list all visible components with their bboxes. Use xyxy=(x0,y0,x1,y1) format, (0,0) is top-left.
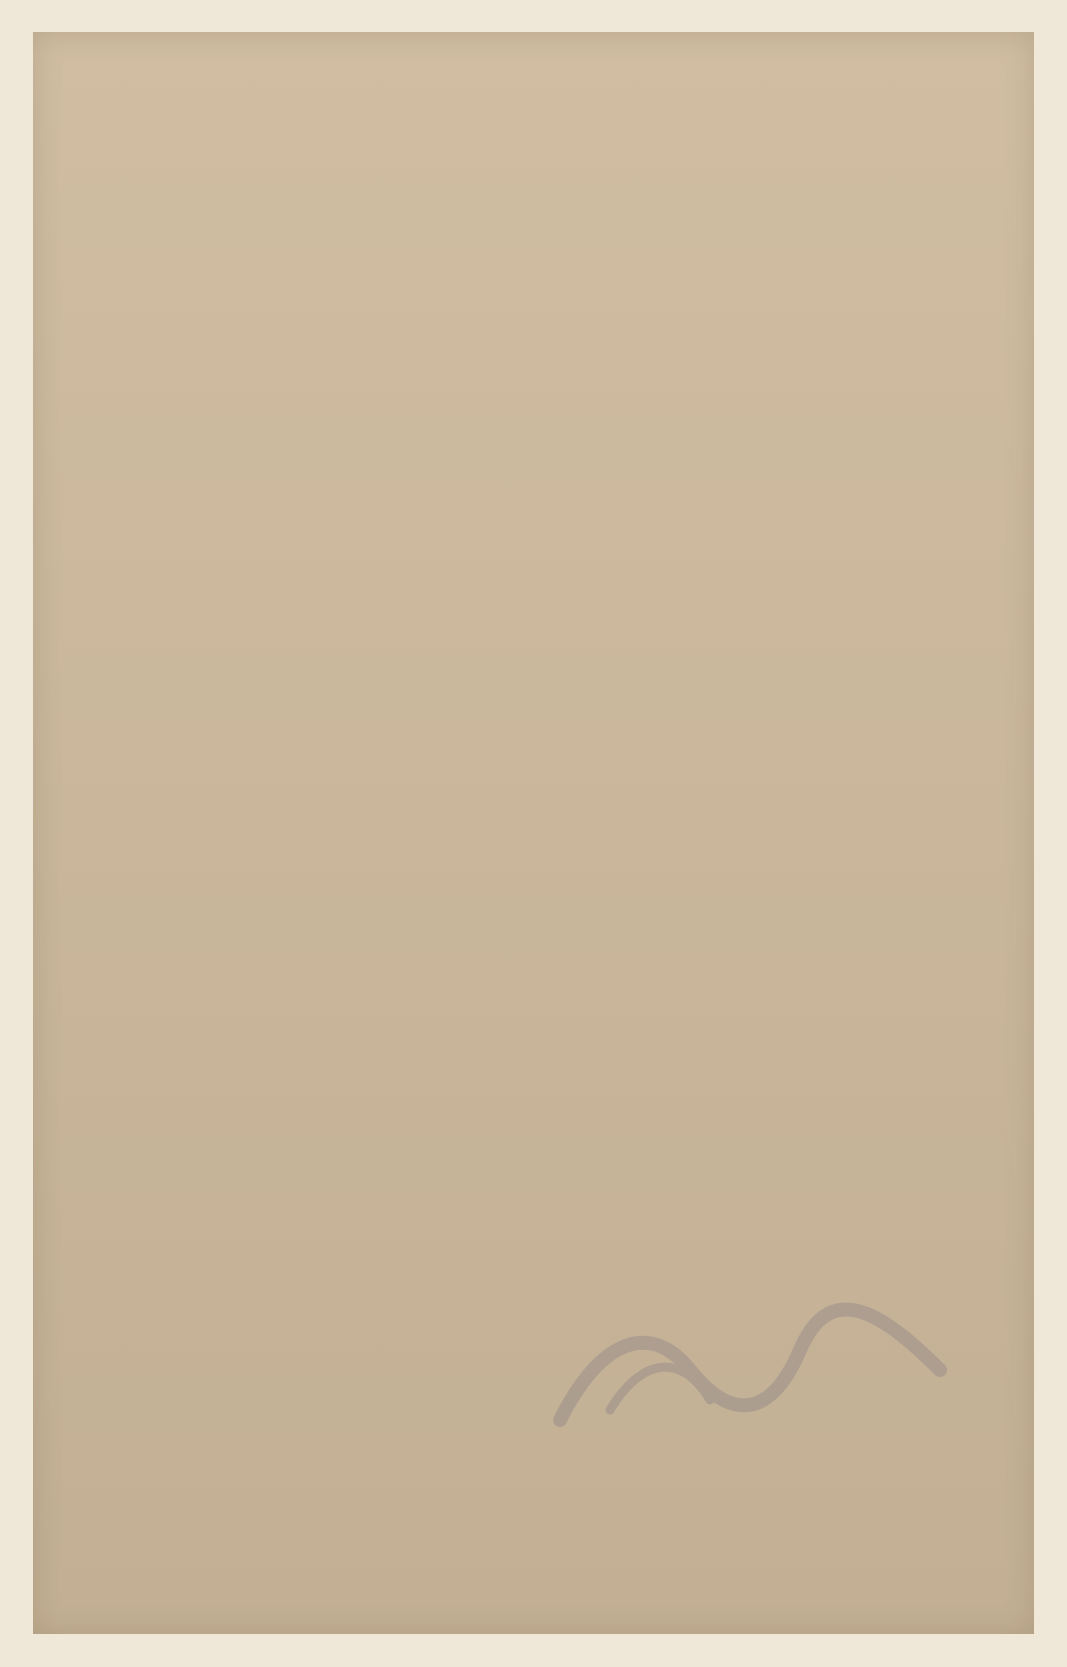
text-column xyxy=(108,170,131,825)
text-column xyxy=(687,170,710,825)
text-column xyxy=(549,170,572,825)
text-column xyxy=(466,888,489,1538)
text-column xyxy=(190,888,213,1538)
text-column xyxy=(770,170,793,825)
page-number xyxy=(46,1300,72,1360)
text-column xyxy=(246,170,269,825)
text-column xyxy=(246,888,269,1538)
text-column xyxy=(301,888,324,1538)
watermark-title xyxy=(455,1480,955,1540)
page-number-total xyxy=(46,1440,72,1520)
text-column xyxy=(301,170,324,825)
text-column xyxy=(190,170,213,825)
text-column xyxy=(798,170,821,825)
text-column xyxy=(880,888,903,1538)
text-column xyxy=(908,888,931,1538)
text-column xyxy=(853,888,876,1538)
text-column xyxy=(494,888,517,1538)
text-column xyxy=(522,170,545,825)
text-column xyxy=(328,888,351,1538)
text-column xyxy=(825,888,848,1538)
text-column xyxy=(494,170,517,825)
text-column xyxy=(660,170,683,825)
text-column xyxy=(853,170,876,825)
text-column xyxy=(163,888,186,1538)
text-column xyxy=(163,170,186,825)
text-column xyxy=(218,888,241,1538)
text-column xyxy=(715,888,738,1538)
watermark-subtitle xyxy=(660,1445,960,1475)
text-column xyxy=(632,888,655,1538)
text-column xyxy=(356,888,379,1538)
text-column xyxy=(218,170,241,825)
text-column xyxy=(770,888,793,1538)
text-column xyxy=(135,170,158,825)
text-column xyxy=(798,888,821,1538)
text-column xyxy=(328,170,351,825)
text-column xyxy=(439,170,462,825)
text-column xyxy=(273,170,296,825)
text-column xyxy=(880,170,903,825)
text-column xyxy=(356,170,379,825)
text-column xyxy=(742,170,765,825)
text-column xyxy=(384,888,407,1538)
text-column xyxy=(549,888,572,1538)
text-column xyxy=(522,888,545,1538)
text-column xyxy=(108,888,131,1538)
text-column xyxy=(439,888,462,1538)
text-column xyxy=(577,888,600,1538)
text-column xyxy=(604,170,627,825)
text-column xyxy=(135,888,158,1538)
text-column xyxy=(466,170,489,825)
text-column xyxy=(384,170,407,825)
running-header xyxy=(46,650,72,810)
text-column xyxy=(715,170,738,825)
text-column xyxy=(411,888,434,1538)
text-column xyxy=(604,888,627,1538)
text-column xyxy=(825,170,848,825)
text-column xyxy=(411,170,434,825)
text-column xyxy=(632,170,655,825)
text-column xyxy=(908,170,931,825)
text-column xyxy=(687,888,710,1538)
text-column xyxy=(273,888,296,1538)
text-column xyxy=(577,170,600,825)
text-column xyxy=(742,888,765,1538)
text-column xyxy=(660,888,683,1538)
